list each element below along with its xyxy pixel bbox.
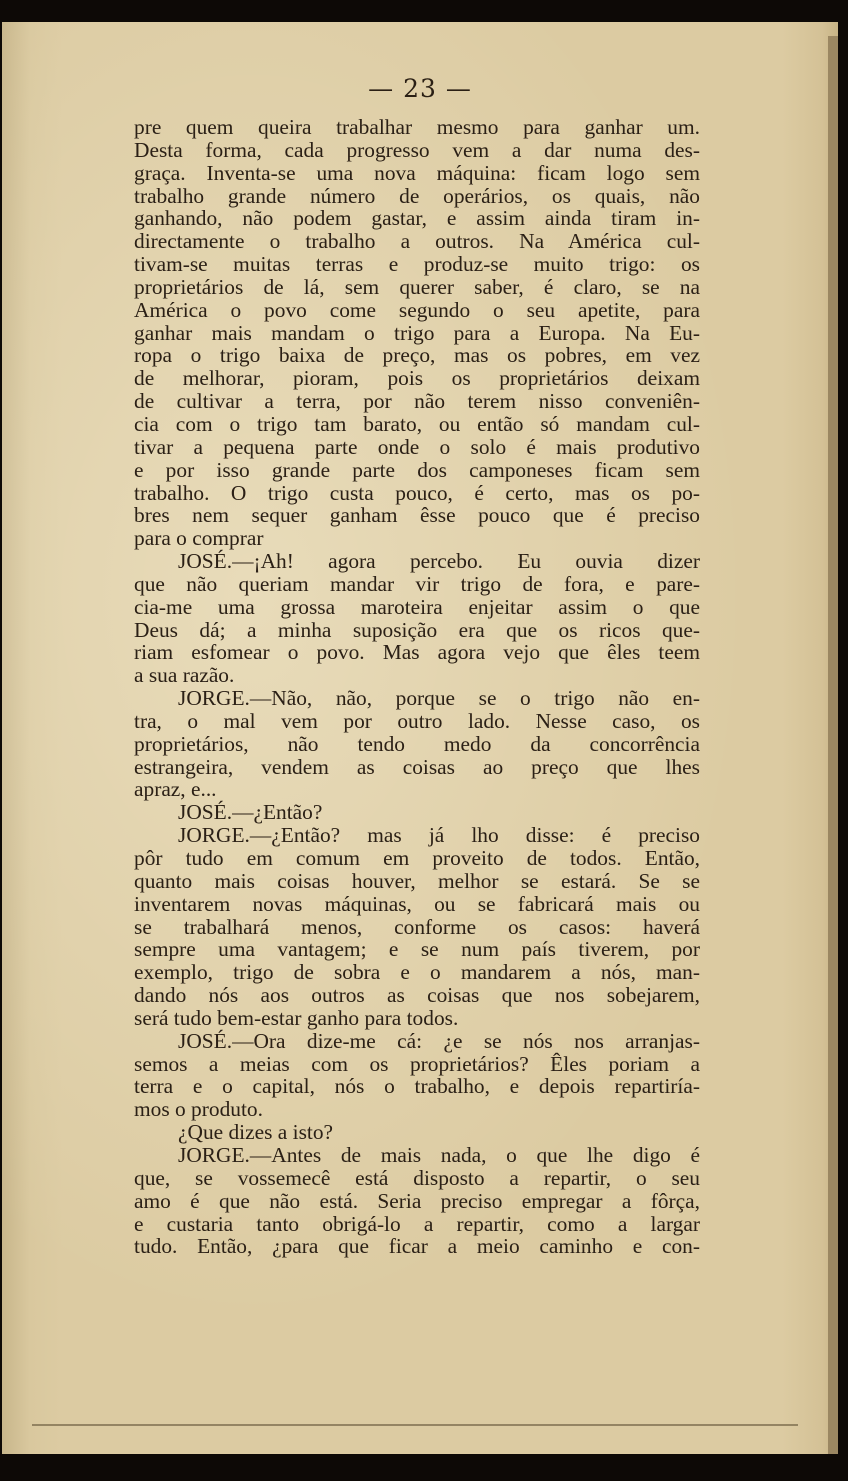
text-line: JOSÉ.—¿Então? (178, 800, 323, 825)
page-edge (828, 36, 838, 1454)
text-line: ganhando, não podem gastar, e assim ainda tiram in- (134, 206, 700, 231)
text-line: estrangeira, vendem as coisas ao preço que lhes (134, 754, 700, 779)
text-line: tudo. Então, ¿para que ficar a meio caminho e con- (134, 1234, 700, 1259)
text-line: JOSÉ.—¡Ah! agora percebo. Eu ouvia dizer (178, 549, 700, 574)
text-line: ¿Que dizes a isto? (178, 1120, 334, 1145)
text-line: cia com o trigo tam barato, ou então só mandam cul- (134, 411, 700, 436)
text-line: mos o produto. (134, 1097, 263, 1122)
text-line: sempre uma vantagem; e se num país tiverem, por (134, 937, 700, 962)
text-line: proprietários de lá, sem querer saber, é claro, se na (134, 274, 700, 299)
text-line: a sua razão. (134, 663, 235, 688)
text-line: tivar a pequena parte onde o solo é mais produtivo (134, 434, 700, 459)
text-line: será tudo bem-estar ganho para todos. (134, 1005, 459, 1030)
text-line: bres nem sequer ganham êsse pouco que é preciso (134, 503, 700, 528)
text-line: JORGE.—Antes de mais nada, o que lhe digo é (178, 1142, 700, 1167)
text-line: inventarem novas máquinas, ou se fabricará mais ou (134, 891, 700, 916)
text-line: pre quem queira trabalhar mesmo para ganhar um. (134, 115, 700, 139)
text-line: JORGE.—Não, não, porque se o trigo não en- (178, 686, 700, 711)
text-line: trabalho grande número de operários, os quais, não (134, 183, 700, 208)
text-line: de melhorar, pioram, pois os proprietários deixam (134, 366, 700, 391)
text-line: directamente o trabalho a outros. Na América cul- (134, 229, 700, 254)
text-line: terra e o capital, nós o trabalho, e depois repartiría- (134, 1074, 700, 1099)
text-line: tivam-se muitas terras e produz-se muito trigo: os (134, 252, 700, 277)
text-line: para o comprar (134, 526, 264, 551)
page-bottom-rule (32, 1424, 798, 1426)
text-line: América o povo come segundo o seu apetite, para (134, 297, 700, 322)
body-text (134, 116, 700, 1258)
text-line: dando nós aos outros as coisas que nos sobejarem, (134, 983, 700, 1008)
text-line: tra, o mal vem por outro lado. Nesse caso, os (134, 708, 700, 733)
text-line: JOSÉ.—Ora dize-me cá: ¿e se nós nos arranjas- (178, 1028, 700, 1053)
text-line: e por isso grande parte dos camponeses ficam sem (134, 457, 700, 482)
text-line: semos a meias com os proprietários? Êles poriam a (134, 1051, 700, 1076)
text-line: proprietários, não tendo medo da concorrência (134, 731, 700, 756)
text-line: riam esfomear o povo. Mas agora vejo que êles teem (134, 640, 700, 665)
text-line: cia-me uma grossa maroteira enjeitar assim o que (134, 594, 700, 619)
text-line: apraz, e... (134, 777, 217, 802)
text-line: ganhar mais mandam o trigo para a Europa. Na Eu- (134, 320, 700, 345)
text-line: se trabalhará menos, conforme os casos: haverá (134, 914, 700, 939)
text-line: de cultivar a terra, por não terem nisso conveniên- (134, 389, 700, 414)
text-line: que, se vossemecê está disposto a repartir, o seu (134, 1165, 700, 1190)
page-number-header: — 23 — (368, 74, 472, 103)
text-line: JORGE.—¿Então? mas já lho disse: é preciso (178, 823, 700, 848)
text-line: trabalho. O trigo custa pouco, é certo, mas os po- (134, 480, 700, 505)
text-line: ropa o trigo baixa de preço, mas os pobres, em vez (134, 343, 700, 368)
text-line: que não queriam mandar vir trigo de fora, e pare- (134, 571, 700, 596)
text-line: Deus dá; a minha suposição era que os ricos que- (134, 617, 700, 642)
text-line: e custaria tanto obrigá-lo a repartir, como a largar (134, 1211, 700, 1236)
text-line: Desta forma, cada progresso vem a dar numa des- (134, 137, 700, 162)
book-page (2, 22, 838, 1454)
text-line: quanto mais coisas houver, melhor se estará. Se se (134, 868, 700, 893)
text-line: graça. Inventa-se uma nova máquina: ficam logo sem (134, 160, 700, 185)
text-line: amo é que não está. Seria preciso empregar a fôrça, (134, 1188, 700, 1213)
text-line: exemplo, trigo de sobra e o mandarem a nós, man- (134, 960, 700, 985)
text-line: pôr tudo em comum em proveito de todos. Então, (134, 846, 700, 870)
